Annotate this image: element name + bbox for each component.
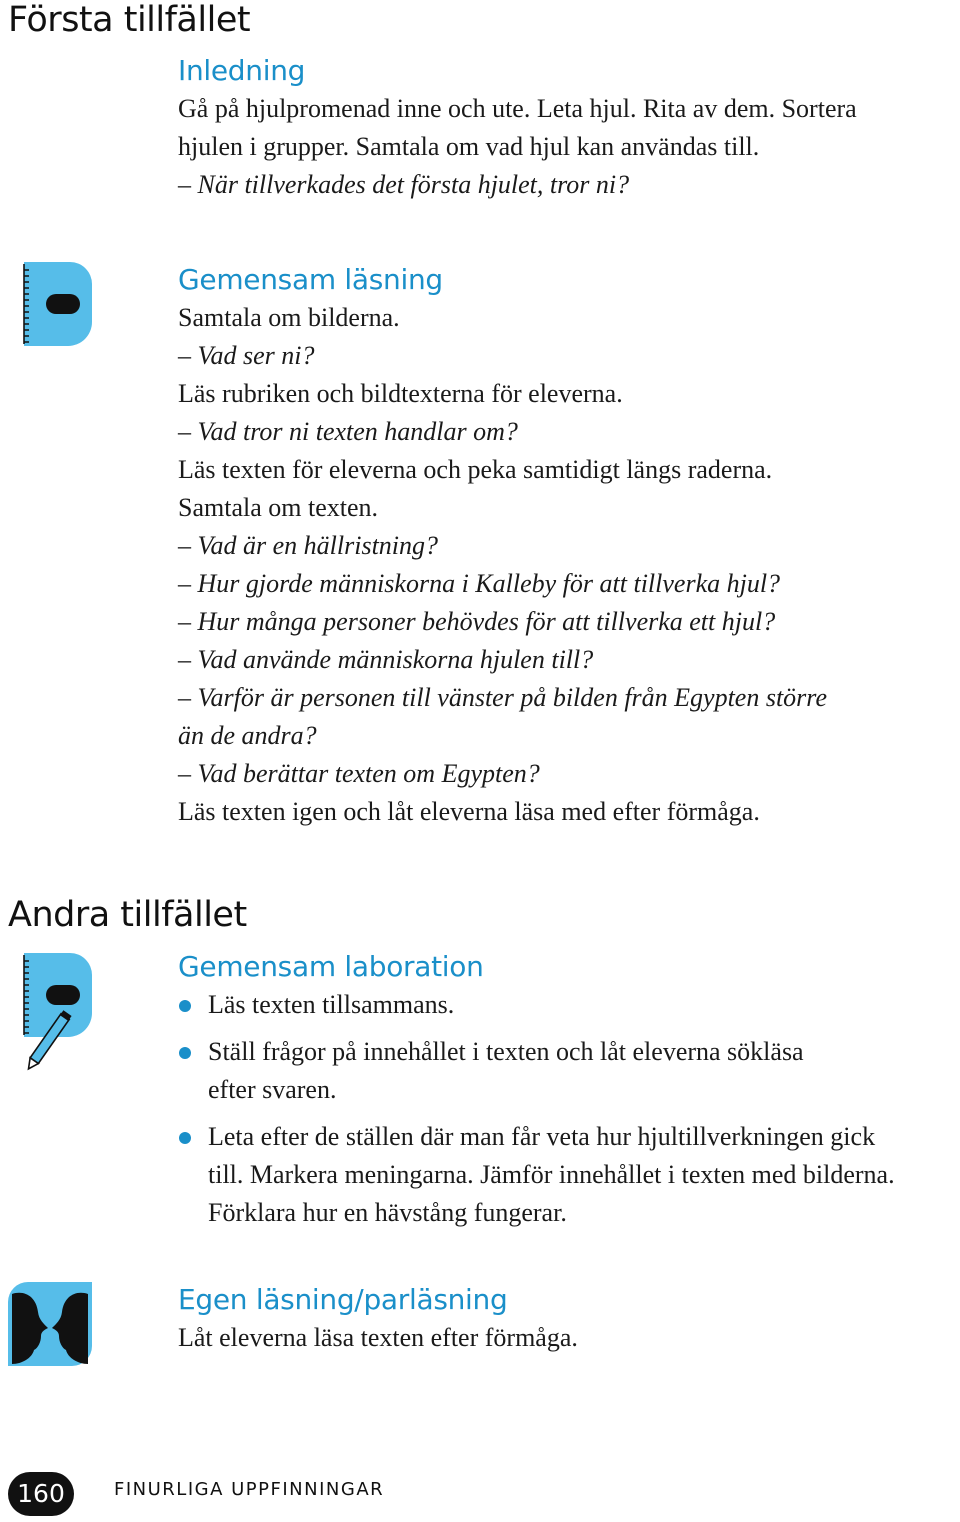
- reading-line: Samtala om bilderna.: [178, 303, 400, 332]
- section-title-second: Andra tillfället: [8, 895, 247, 935]
- own-reading-heading: Egen läsning/parläsning: [178, 1283, 508, 1316]
- reading-line: Läs texten igen och låt eleverna läsa med efter förmåga.: [178, 797, 760, 826]
- reading-question: – Vad ser ni?: [178, 341, 315, 370]
- bullet-icon: [179, 1132, 191, 1144]
- intro-line: hjulen i grupper. Samtala om vad hjul kan användas till.: [178, 132, 760, 161]
- reading-line: Samtala om texten.: [178, 493, 379, 522]
- reading-question: än de andra?: [178, 721, 317, 750]
- list-item-text: Läs texten tillsammans.: [208, 990, 455, 1019]
- own-reading-line: Låt eleverna läsa texten efter förmåga.: [178, 1323, 578, 1352]
- pair-reading-icon: [8, 1282, 92, 1371]
- section-title-first: Första tillfället: [8, 0, 251, 40]
- list-item-text: Förklara hur en hävstång fungerar.: [208, 1198, 567, 1227]
- intro-question: – När tillverkades det första hjulet, tror ni?: [178, 170, 630, 199]
- list-item: [178, 1033, 958, 1109]
- lab-section: [178, 948, 958, 1232]
- reading-question: – Hur många personer behövdes för att tillverka ett hjul?: [178, 607, 776, 636]
- reading-heading: Gemensam läsning: [178, 263, 443, 296]
- reading-question: – Vad tror ni texten handlar om?: [178, 417, 518, 446]
- list-item: [178, 986, 958, 1024]
- notebook-icon: [8, 262, 92, 351]
- reading-question: – Vad berättar texten om Egypten?: [178, 759, 540, 788]
- lab-heading: Gemensam laboration: [178, 950, 484, 983]
- reading-question: – Varför är personen till vänster på bilden från Egypten större: [178, 683, 827, 712]
- reading-line: Läs texten för eleverna och peka samtidigt längs raderna.: [178, 455, 773, 484]
- bullet-icon: [179, 1000, 191, 1012]
- list-item: [178, 1118, 958, 1232]
- intro-line: Gå på hjulpromenad inne och ute. Leta hjul. Rita av dem. Sortera: [178, 94, 857, 123]
- list-item-text: Leta efter de ställen där man får veta hur hjultillverkningen gick: [208, 1122, 876, 1151]
- reading-line: Läs rubriken och bildtexterna för eleverna.: [178, 379, 623, 408]
- reading-question: – Vad är en hällristning?: [178, 531, 439, 560]
- intro-heading: Inledning: [178, 54, 306, 87]
- own-reading-section: [178, 1281, 958, 1357]
- list-item-text: efter svaren.: [208, 1075, 337, 1104]
- reading-question: – Vad använde människorna hjulen till?: [178, 645, 594, 674]
- page-number: 160: [8, 1472, 74, 1516]
- intro-section: [178, 52, 958, 204]
- list-item-text: Ställ frågor på innehållet i texten och låt eleverna sökläsa: [208, 1037, 804, 1066]
- lab-list: [178, 986, 958, 1232]
- reading-section: [178, 261, 958, 831]
- list-item-text: till. Markera meningarna. Jämför innehållet i texten med bilderna.: [208, 1160, 895, 1189]
- reading-question: – Hur gjorde människorna i Kalleby för att tillverka hjul?: [178, 569, 781, 598]
- book-title: FINURLIGA UPPFINNINGAR: [114, 1479, 385, 1500]
- notebook-pencil-icon: [8, 953, 94, 1082]
- bullet-icon: [179, 1047, 191, 1059]
